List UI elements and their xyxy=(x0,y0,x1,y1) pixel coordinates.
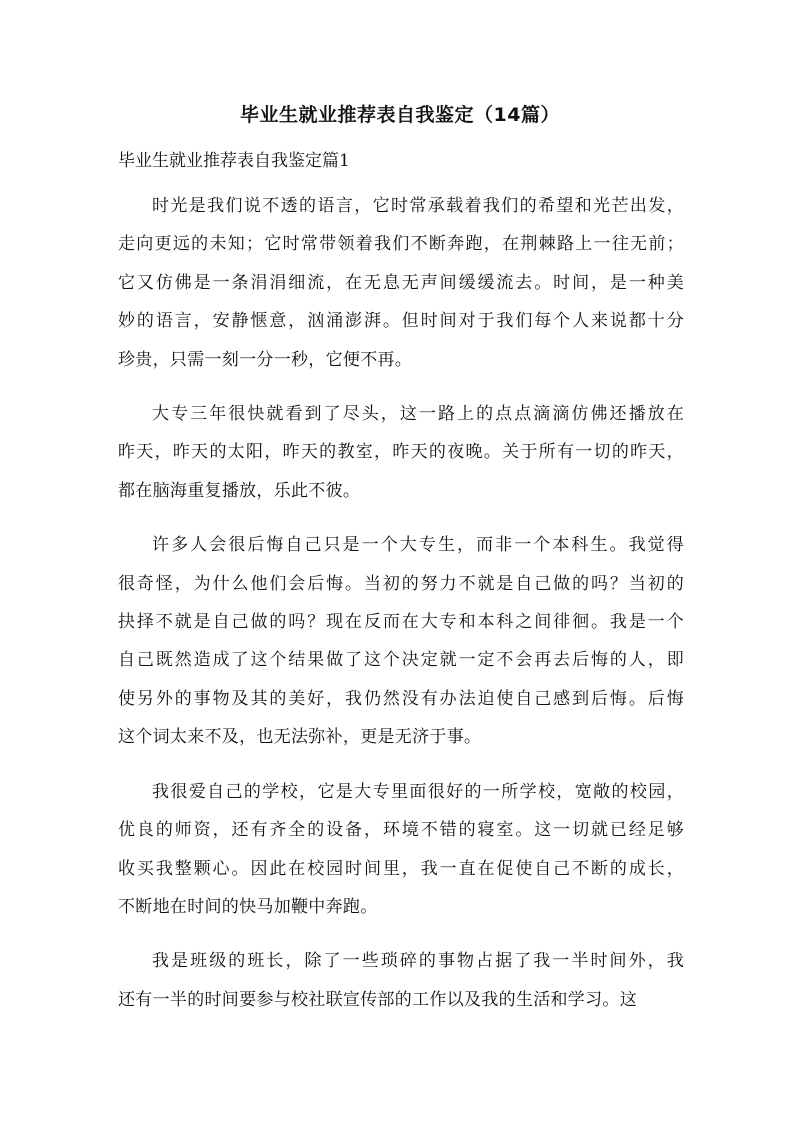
paragraph xyxy=(118,773,684,927)
paragraph-line: 时光是我们说不透的语言，它时常承载着我们的希望和光芒出发， xyxy=(152,196,684,216)
paragraph-line: 还有一半的时间要参与校社联宣传部的工作以及我的生活和学习。这 xyxy=(118,989,637,1010)
paragraph-line: 这个词太来不及，也无法弥补，更是无济于事。 xyxy=(118,727,482,748)
document-title: 毕业生就业推荐表自我鉴定（14篇） xyxy=(240,104,560,126)
paragraph-line: 自己既然造成了这个结果做了这个决定就一定不会再去后悔的人，即 xyxy=(118,650,684,671)
paragraph-line: 收买我整颗心。因此在校园时间里，我一直在促使自己不断的成长， xyxy=(118,858,684,879)
paragraph-line: 很奇怪，为什么他们会后悔。当初的努力不就是自己做的吗？当初的 xyxy=(118,573,684,594)
paragraph xyxy=(118,187,684,379)
paragraph-line: 许多人会很后悔自己只是一个大专生，而非一个本科生。我觉得 xyxy=(152,535,684,556)
paragraph-line: 我很爱自己的学校，它是大专里面很好的一所学校，宽敞的校园， xyxy=(152,781,684,802)
paragraph-line: 走向更远的未知；它时常带领着我们不断奔跑，在荆棘路上一往无前； xyxy=(118,234,684,255)
paragraph-line: 我是班级的班长，除了一些琐碎的事物占据了我一半时间外，我 xyxy=(152,951,684,972)
section-heading: 毕业生就业推荐表自我鉴定篇1 xyxy=(118,151,350,171)
paragraph-line: 珍贵，只需一刻一分一秒，它便不再。 xyxy=(118,349,413,370)
paragraph-line: 它又仿佛是一条涓涓细流，在无息无声间缓缓流去。时间，是一种美 xyxy=(118,272,684,293)
paragraph-line: 不断地在时间的快马加鞭中奔跑。 xyxy=(118,896,378,917)
paragraph xyxy=(118,395,684,510)
paragraph-line: 大专三年很快就看到了尽头，这一路上的点点滴滴仿佛还播放在 xyxy=(152,404,684,425)
paragraph-line: 妙的语言，安静惬意，汹涌澎湃。但时间对于我们每个人来说都十分 xyxy=(118,311,684,332)
document-body xyxy=(118,187,684,1035)
paragraph-line: 抉择不就是自己做的吗？现在反而在大专和本科之间徘徊。我是一个 xyxy=(118,612,684,633)
paragraph-line: 使另外的事物及其的美好，我仍然没有办法迫使自己感到后悔。后悔 xyxy=(118,688,684,709)
paragraph-line: 优良的师资，还有齐全的设备，环境不错的寝室。这一切就已经足够 xyxy=(118,820,684,841)
paragraph-line: 昨天，昨天的太阳，昨天的教室，昨天的夜晚。关于所有一切的昨天， xyxy=(118,442,684,463)
paragraph xyxy=(118,526,684,756)
paragraph-line: 都在脑海重复播放，乐此不彼。 xyxy=(118,480,361,501)
paragraph xyxy=(118,942,684,1019)
